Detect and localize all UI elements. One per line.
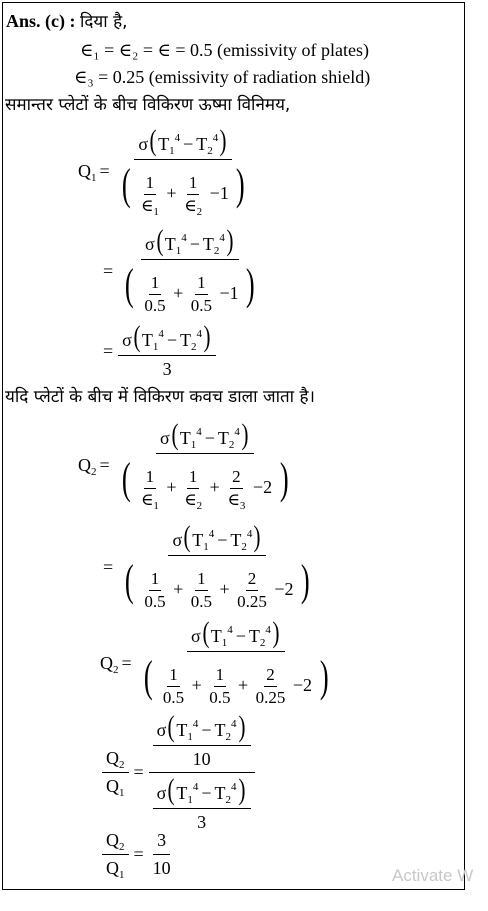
q1-numerator: $\sigma(T_1^4 - T_2^4)$ — [134, 126, 232, 160]
ratio-denominator: 10 — [152, 858, 171, 878]
given-label: दिया है, — [80, 12, 128, 32]
emissivity-plates: ∈₁ = ∈₂ = ∈ = 0.5 (emissivity of plates) — [80, 40, 369, 60]
answer-label: Ans. (c) : — [6, 11, 76, 31]
q1-denominator: ( $\frac{1}{\in_1}$ + $\frac{1}{\in_2}$ −1 ) — [121, 160, 246, 219]
q1-symbol: $Q_1$ — [78, 160, 97, 184]
q2-equation: $Q_2$ = $\sigma(T_1^4 - T_2^4)$ ( $\frac{1}{\in_1}$ + $\frac{1}{\in_2}$ + $\frac{2}{\in_3}$ −2 ) — [78, 418, 289, 513]
activate-windows-watermark: Activate W — [392, 866, 474, 885]
shield-inserted-text: यदि प्लेटों के बीच में विकिरण कवच डाला जाता है। — [5, 387, 315, 407]
q2-repeated: $Q_2$ = $\sigma(T_1^4 - T_2^4)$ ( $\frac{1}{0.5}$ + $\frac{1}{0.5}$ + $\frac{2}{0.25}$ −2 ) — [100, 616, 329, 708]
q1-equation: $Q_1$ = $\sigma(T_1^4 - T_2^4)$ ( $\frac{1}{\in_1}$ + $\frac{1}{\in_2}$ −1 ) — [78, 126, 254, 216]
heat-exchange-text: समान्तर प्लेटों के बीच विकिरण ऊष्मा विनिमय, — [5, 95, 291, 115]
ratio-equation: $\frac{Q_2}{Q_1}$ = $\frac{\frac{\sigma(T_1^4 - T_2^4)}{10}}{\frac{\sigma(T_1^4 - T_2^4)}{3}}$ — [100, 712, 257, 833]
answer-heading — [6, 10, 128, 33]
final-ratio: $\frac{Q_2}{Q_1}$ = $\frac{3}{10}$ — [100, 830, 177, 879]
q1-result: = $\frac{\sigma(T_1^4 - T_2^4)}{3}$ — [100, 322, 218, 380]
ratio-numerator: 3 — [153, 830, 170, 855]
q1-substituted: = $\sigma(T_1^4 - T_2^4)$ ( $\frac{1}{0.5}$ + $\frac{1}{0.5}$ −1 ) — [103, 224, 255, 316]
q1-fraction — [115, 124, 252, 219]
emissivity-shield: ∈₃ = 0.25 (emissivity of radiation shield) — [74, 67, 371, 87]
q2-substituted: = $\sigma(T_1^4 - T_2^4)$ ( $\frac{1}{0.5}$ + $\frac{1}{0.5}$ + $\frac{2}{0.25}$ −2 ) — [103, 520, 310, 612]
